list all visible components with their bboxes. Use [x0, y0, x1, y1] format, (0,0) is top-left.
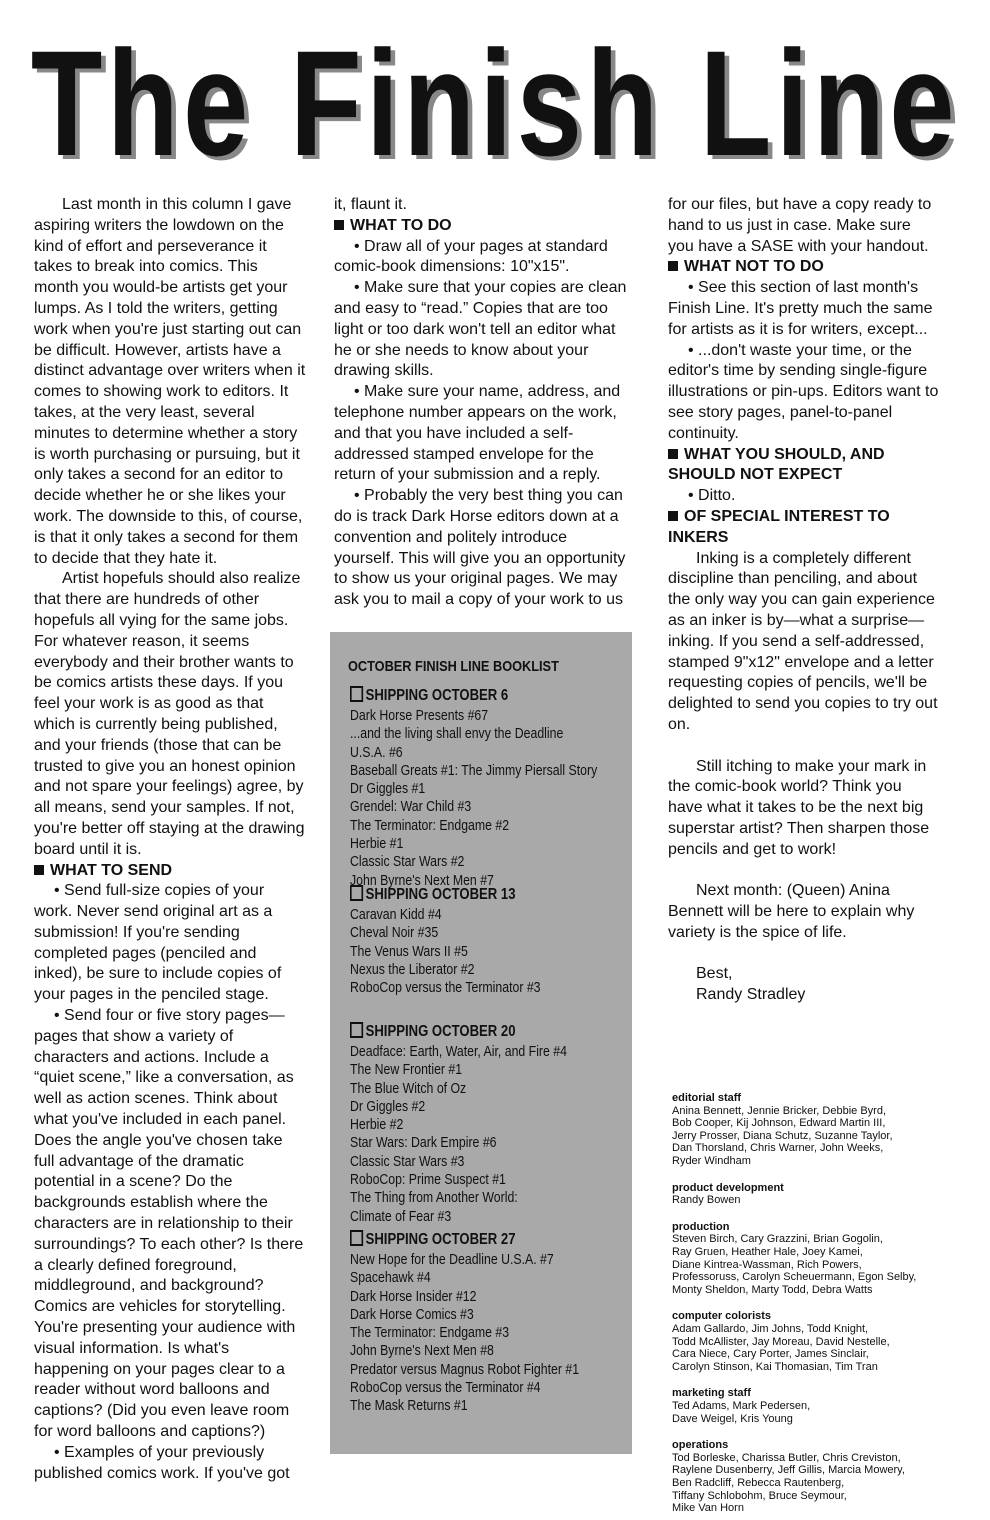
booklist-item: Classic Star Wars #3 [350, 1152, 465, 1170]
booklist-item: John Byrne's Next Men #7 [350, 871, 494, 889]
booklist-item: Herbie #1 [350, 835, 404, 853]
staff-names-line: Tod Borleske, Charissa Butler, Chris Creviston, [672, 1451, 901, 1464]
booklist-item: U.S.A. #6 [350, 743, 403, 761]
bullet-paragraph: • Make sure your name, address, and telephone number appears on the work, and that you have included a self-addressed stamped envelope for the return of your submission and a reply. [334, 383, 621, 484]
article-column-2 [334, 195, 630, 611]
booklist-item: ...and the living shall envy the Deadline [350, 725, 564, 743]
staff-group [672, 1092, 952, 1168]
staff-names-line: Tiffany Schlobohm, Bruce Seymour, [672, 1489, 847, 1502]
booklist-item: The New Frontier #1 [350, 1061, 463, 1079]
booklist-section-heading-text: SHIPPING OCTOBER 27 [365, 1231, 516, 1248]
staff-group-heading: operations [672, 1439, 729, 1452]
staff-names-line: Raylene Dusenberry, Jeff Gillis, Marcia Mowery, [672, 1464, 905, 1477]
bullet-paragraph: • Ditto. [688, 487, 736, 505]
booklist-item: RoboCop: Prime Suspect #1 [350, 1171, 506, 1189]
paragraph: it, flaunt it. [334, 196, 407, 213]
booklist-section [350, 884, 630, 997]
booklist-item: Dark Horse Presents #67 [350, 707, 489, 724]
paragraph-spacer [668, 736, 940, 757]
booklist-item: Predator versus Magnus Robot Fighter #1 [350, 1360, 580, 1378]
staff-group-heading: product development [672, 1181, 784, 1194]
section-heading [668, 257, 940, 278]
staff-names-line: Carolyn Stinson, Kai Thomasian, Tim Tran [672, 1360, 878, 1373]
section-heading [34, 861, 306, 882]
staff-group [672, 1387, 952, 1425]
paragraph-spacer [668, 861, 940, 882]
bullet-square-icon [34, 865, 44, 875]
staff-names-line: Jerry Prosser, Diana Schutz, Suzanne Taylor, [672, 1129, 893, 1142]
bullet-paragraph: • Draw all of your pages at standard comic-book dimensions: 10"x15". [334, 237, 608, 276]
bullet-square-icon [668, 449, 678, 459]
staff-group-heading: production [672, 1220, 730, 1233]
booklist-item: John Byrne's Next Men #8 [350, 1342, 494, 1360]
staff-group [672, 1221, 952, 1297]
section-heading-text: WHAT TO DO [350, 216, 452, 234]
booklist-section [350, 1229, 630, 1416]
booklist-section [350, 1021, 630, 1226]
page-title: The Finish Line [30, 19, 960, 187]
staff-names-line: Dave Weigel, Kris Young [672, 1412, 793, 1425]
booklist-section-heading-text: SHIPPING OCTOBER 6 [365, 687, 509, 704]
staff-names-line: Mike Van Horn [672, 1502, 744, 1515]
booklist-item: RoboCop versus the Terminator #3 [350, 979, 541, 997]
booklist-item: Dr Giggles #2 [350, 1097, 426, 1115]
booklist-item: Climate of Fear #3 [350, 1207, 452, 1225]
booklist-item: The Venus Wars II #5 [350, 942, 468, 960]
booklist-item: Classic Star Wars #2 [350, 853, 465, 871]
bullet-square-icon [668, 511, 678, 521]
bullet-paragraph: • Examples of your previously published comics work. If you've got [34, 1443, 290, 1482]
bullet-square-icon [668, 261, 678, 271]
bullet-paragraph: • Probably the very best thing you can do is track Dark Horse editors down at a convention and politely introduce yourself. This will give you an opportunity to show us your original pages. We may ask you to mail a copy of your work to us [334, 487, 626, 609]
bullet-paragraph: • Send full-size copies of your work. Never send original art as a submission! If you're sending completed pages (penciled and inked), be sure to include copies of your pages in the penciled stage. [34, 882, 282, 1004]
bullet-paragraph: • ...don't waste your time, or the editor's time by sending single-figure illustrations or pin-ups. Editors want to see story pages, panel-to-panel continuity. [668, 341, 939, 442]
staff-names-line: Adam Gallardo, Jim Johns, Todd Knight, [672, 1322, 869, 1335]
bullet-paragraph: • See this section of last month's Finish Line. It's pretty much the same for artists as it is for writers, except... [668, 279, 933, 338]
staff-names-line: Professoruss, Carolyn Scheuermann, Egon Selby, [672, 1271, 917, 1284]
staff-names-line: Ben Radcliff, Rebecca Rautenberg, [672, 1476, 845, 1489]
booklist-box [330, 632, 632, 1454]
bullet-paragraph: • Make sure that your copies are clean and easy to “read.” Copies that are too light or too dark won't tell an editor what he or she needs to know about your drawing skills. [334, 279, 627, 380]
section-heading-text: WHAT TO SEND [50, 861, 173, 879]
booklist-item: Caravan Kidd #4 [350, 906, 442, 923]
paragraph: Inking is a completely different discipline than penciling, and about the only way you can gain experience as an inker is by—what a surprise—inking. If you send a self-addressed, stamped 9"x12" envelope and a letter requesting copies of pencils, we'll be delighted to send you copies to try out on. [668, 549, 938, 733]
booklist-item: Grendel: War Child #3 [350, 798, 472, 816]
paragraph-spacer [668, 944, 940, 965]
paragraph: Still itching to make your mark in the comic-book world? Think you have what it takes to be the next big superstar artist? Then sharpen those pencils and get to work! [668, 757, 930, 858]
section-heading-text: OF SPECIAL INTEREST TO INKERS [668, 507, 890, 546]
booklist-item: Baseball Greats #1: The Jimmy Piersall Story [350, 761, 598, 779]
booklist-item: Spacehawk #4 [350, 1269, 431, 1287]
booklist-item: Dark Horse Comics #3 [350, 1305, 474, 1323]
staff-group-heading: editorial staff [672, 1092, 742, 1104]
booklist-item: Herbie #2 [350, 1116, 404, 1134]
booklist-section-heading [350, 1229, 580, 1251]
staff-names-line: Todd McAllister, Jay Moreau, David Nestelle, [672, 1335, 890, 1348]
staff-names-line: Monty Sheldon, Marty Todd, Debra Watts [672, 1283, 873, 1296]
checkbox-square-icon [350, 1022, 363, 1038]
booklist-item: RoboCop versus the Terminator #4 [350, 1379, 541, 1397]
section-heading-text: WHAT YOU SHOULD, AND SHOULD NOT EXPECT [668, 445, 885, 484]
staff-group-heading: marketing staff [672, 1387, 751, 1400]
booklist-section-heading [350, 685, 580, 707]
booklist-item: Dark Horse Insider #12 [350, 1287, 477, 1305]
booklist-item: The Terminator: Endgame #3 [350, 1324, 510, 1342]
booklist-title: OCTOBER FINISH LINE BOOKLIST [348, 658, 559, 675]
staff-group [672, 1182, 952, 1207]
booklist-item: The Mask Returns #1 [350, 1397, 468, 1415]
article-column-3 [668, 195, 940, 1006]
staff-names-line: Ryder Windham [672, 1154, 751, 1167]
booklist-section-heading [350, 1021, 580, 1043]
staff-group-heading: computer colorists [672, 1310, 772, 1323]
staff-names-line: Steven Birch, Cary Grazzini, Brian Gogolin, [672, 1233, 883, 1246]
checkbox-square-icon [350, 686, 363, 702]
booklist-item: Deadface: Earth, Water, Air, and Fire #4 [350, 1043, 567, 1060]
paragraph: Last month in this column I gave aspiring writers the lowdown on the kind of effort and perseverance it takes to break into comics. This month you would-be artists get your lumps. As I told the writers, getting work when you're just starting out can be difficult. However, artists have a distinct advantage over writers when it comes to showing work to editors. It takes, at the very least, several minutes to determine whether a story is worth purchasing or pursuing, but it only takes a second for an editor to decide whether he or she likes your work. The downside to this, of course, is that it only takes a second for them to decide that they hate it. [34, 196, 306, 567]
booklist-section-heading-text: SHIPPING OCTOBER 20 [365, 1023, 516, 1040]
section-heading [334, 216, 630, 237]
section-heading [668, 507, 940, 549]
staff-names-line: Dan Thorsland, Chris Warner, John Weeks, [672, 1142, 884, 1155]
bullet-paragraph: • Send four or five story pages—pages that show a variety of characters and actions. Include a “quiet scene,” like a conversation, as well as action scenes. Think about what you've included in each panel. Does the angle you've chosen take full advantage of the dramatic potential in a scene? Do the backgrounds establish where the characters are in relationship to their surroundings? To each other? Is there a clearly defined foreground, middleground, and background? Comics are vehicles for storytelling. You're presenting your audience with visual information. Is what's happening on your pages clear to a reader without word balloons and captions? (Did you even leave room for word balloons and captions?) [34, 1007, 304, 1441]
booklist-item: The Blue Witch of Oz [350, 1079, 467, 1097]
staff-group [672, 1310, 952, 1373]
checkbox-square-icon [350, 1230, 363, 1246]
article-column-1 [34, 195, 306, 1484]
section-heading-text: WHAT NOT TO DO [684, 258, 824, 276]
section-heading [668, 445, 940, 487]
bullet-square-icon [334, 220, 344, 230]
staff-names-line: Diane Kintrea-Wassman, Rich Powers, [672, 1258, 862, 1271]
paragraph: Randy Stradley [696, 986, 806, 1004]
staff-names-line: Ted Adams, Mark Pedersen, [672, 1399, 811, 1412]
booklist-item: Cheval Noir #35 [350, 924, 439, 942]
booklist-item: New Hope for the Deadline U.S.A. #7 [350, 1251, 554, 1268]
booklist-section [350, 685, 630, 890]
staff-names-line: Cara Niece, Cary Porter, James Sinclair, [672, 1348, 869, 1361]
paragraph: Best, [696, 965, 733, 983]
booklist-item: Star Wars: Dark Empire #6 [350, 1134, 497, 1152]
paragraph: Next month: (Queen) Anina Bennett will be here to explain why variety is the spice of life. [668, 882, 915, 941]
booklist-item: Nexus the Liberator #2 [350, 960, 475, 978]
paragraph: Artist hopefuls should also realize that there are hundreds of other hopefuls all vying for the same jobs. For whatever reason, it seems everybody and their brother wants to be comics artists these days. If you feel your work is as good as that which is currently being published, and your friends (those that can be trusted to give you an honest opinion and not spare your feelings) agree, by all means, send your samples. If not, you're better off staying at the drawing board until it is. [34, 570, 305, 858]
staff-group [672, 1439, 952, 1515]
booklist-item: Dr Giggles #1 [350, 780, 426, 798]
staff-names-line: Ray Gruen, Heather Hale, Joey Kamei, [672, 1245, 863, 1258]
booklist-section-heading [350, 884, 580, 906]
staff-names-line: Randy Bowen [672, 1194, 741, 1207]
checkbox-square-icon [350, 885, 363, 901]
staff-names-line: Anina Bennett, Jennie Bricker, Debbie Byrd, [672, 1104, 887, 1117]
booklist-item: The Terminator: Endgame #2 [350, 816, 510, 834]
booklist-item: The Thing from Another World: [350, 1189, 518, 1207]
paragraph: for our files, but have a copy ready to hand to us just in case. Make sure you have a SASE with your handout. [668, 196, 932, 255]
booklist-section-heading-text: SHIPPING OCTOBER 13 [365, 886, 516, 903]
staff-names-line: Bob Cooper, Kij Johnson, Edward Martin III, [672, 1117, 886, 1130]
